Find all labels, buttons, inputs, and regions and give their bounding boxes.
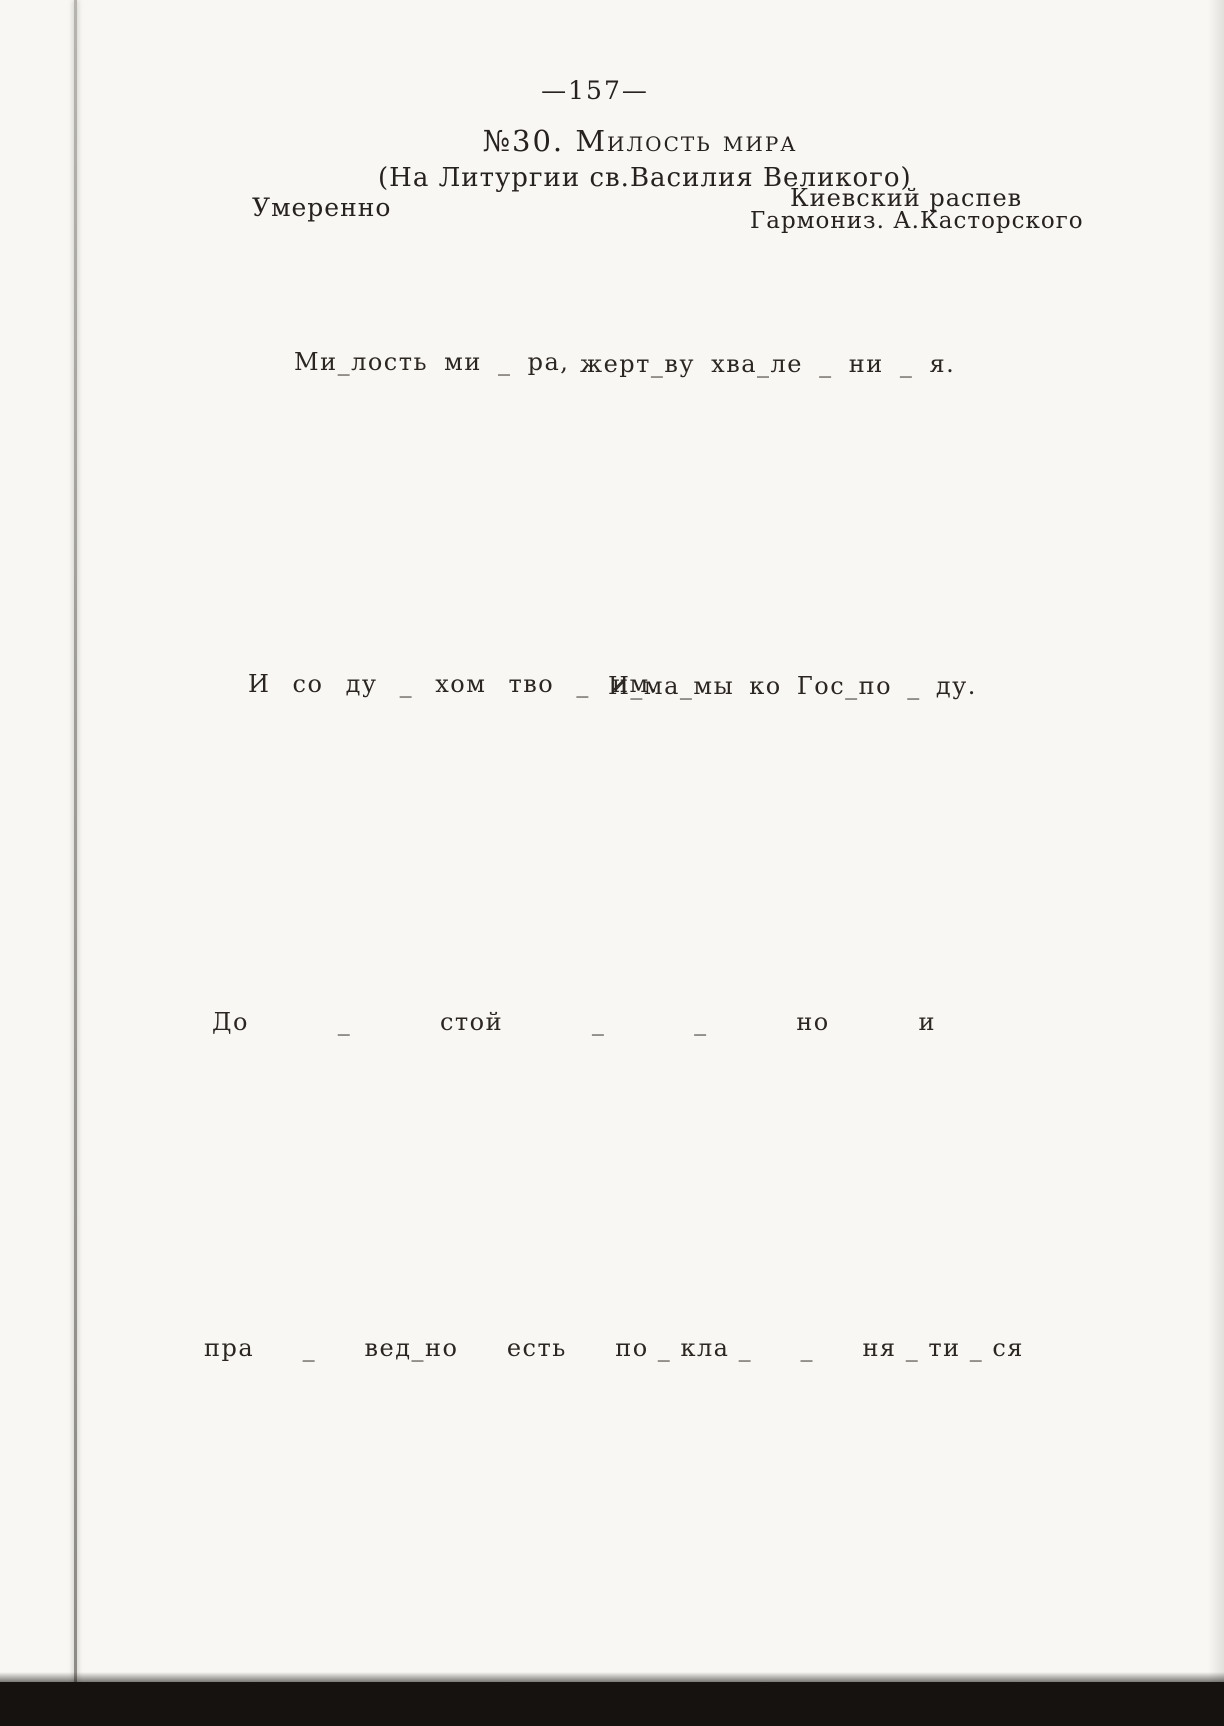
song-subtitle: (На Литургии св.Василия Великого) xyxy=(378,163,912,193)
lyric-syllable: ня _ ти _ ся xyxy=(862,1334,1024,1362)
lyric-line-1a: Ми_лость ми _ ра, xyxy=(294,348,570,376)
lyric-syllable: До xyxy=(212,1008,249,1036)
lyric-syllable: _ xyxy=(694,1008,708,1036)
lyric-syllable: по _ кла _ xyxy=(615,1334,753,1362)
lyric-line-3 xyxy=(212,1008,936,1036)
lyric-line-2b: И_ма_мы ко Гос_по _ ду. xyxy=(608,672,977,700)
lyric-syllable: есть xyxy=(506,1334,567,1362)
lyric-syllable: _ xyxy=(591,1008,606,1036)
lyric-syllable: вед_но xyxy=(364,1334,459,1362)
lyric-syllable: стой xyxy=(439,1008,504,1036)
song-title: №30. Милость мира xyxy=(482,124,798,158)
page-crease-line xyxy=(74,0,77,1684)
page-right-edge-shade xyxy=(1208,0,1224,1726)
lyric-syllable: _ xyxy=(302,1334,317,1362)
lyric-line-4 xyxy=(204,1334,1024,1362)
chant-style-credit: Киевский распев xyxy=(790,184,1023,212)
lyric-syllable: и xyxy=(918,1008,936,1036)
lyric-line-2a: И со ду _ хом тво _ им. xyxy=(248,670,659,698)
lyric-syllable: но xyxy=(796,1008,830,1036)
page-number: —157— xyxy=(541,76,649,105)
lyric-syllable: _ xyxy=(800,1334,815,1362)
scan-edge-band xyxy=(0,1682,1224,1726)
page-bottom-shadow xyxy=(0,1672,1224,1682)
harmonization-credit: Гармониз. А.Касторского xyxy=(750,208,1084,234)
lyric-syllable: пра xyxy=(204,1334,255,1362)
tempo-marking: Умеренно xyxy=(252,193,392,222)
lyric-syllable: _ xyxy=(337,1008,352,1036)
lyric-line-1b: жерт_ву хва_ле _ ни _ я. xyxy=(580,350,956,378)
